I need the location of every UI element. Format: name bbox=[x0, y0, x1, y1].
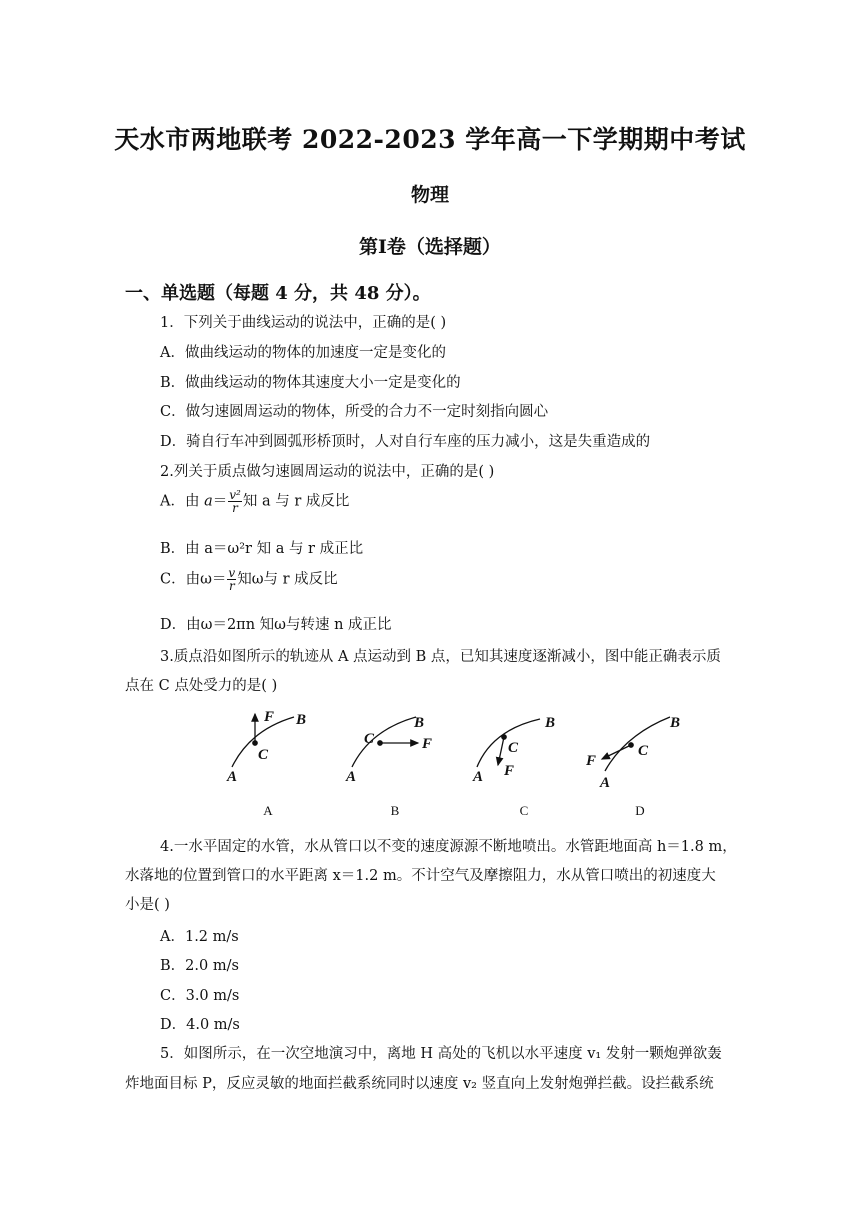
q2-c-prefix: C．由ω＝ bbox=[160, 571, 227, 588]
q2-option-a bbox=[160, 489, 349, 514]
q1-option-c: C．做匀速圆周运动的物体，所受的合力不一定时刻指向圆心 bbox=[160, 404, 549, 420]
part-title: 第Ⅰ卷（选择题） bbox=[359, 236, 501, 258]
panel-d-force-arrow bbox=[602, 745, 631, 759]
q4-option-c: C．3.0 m/s bbox=[160, 988, 240, 1004]
panel-c-label-f: F bbox=[504, 763, 515, 779]
q2-a-fraction bbox=[228, 489, 242, 514]
q4-stem-line2: 水落地的位置到管口的水平距离 x＝1.2 m。不计空气及摩擦阻力，水从管口喷出的初速度大 bbox=[125, 868, 716, 884]
q2-a-eq: ＝ bbox=[212, 493, 228, 510]
panel-a-caption: A bbox=[263, 803, 273, 818]
panel-b-diagram bbox=[352, 717, 418, 767]
q2-c-suffix: 知ω与 r 成反比 bbox=[237, 571, 338, 588]
q2-a-prefix: A．由 bbox=[160, 493, 205, 510]
q4-option-a: A．1.2 m/s bbox=[160, 929, 239, 945]
panel-c-force-arrow bbox=[498, 737, 504, 765]
q2-c-fraction bbox=[227, 567, 236, 592]
panel-a-label-a: A bbox=[227, 769, 238, 785]
panel-d-caption: D bbox=[635, 803, 645, 818]
q4-stem-line3: 小是( ) bbox=[125, 897, 170, 913]
q4-option-b: B．2.0 m/s bbox=[160, 958, 239, 974]
panel-c-caption: C bbox=[519, 803, 529, 818]
panel-b-label-c: C bbox=[364, 731, 375, 747]
q2-option-d: D．由ω＝2πn 知ω与转速 n 成正比 bbox=[160, 617, 392, 633]
q3-figure-svg bbox=[220, 705, 700, 820]
q3-figure bbox=[220, 705, 700, 820]
q4-option-d: D．4.0 m/s bbox=[160, 1017, 240, 1033]
panel-b-trajectory bbox=[352, 717, 416, 767]
q3-stem-line1: 3.质点沿如图所示的轨迹从 A 点运动到 B 点，已知其速度逐渐减小，图中能正确表示质 bbox=[160, 649, 721, 665]
panel-d-label-f: F bbox=[586, 753, 597, 769]
panel-c-label-c: C bbox=[508, 740, 519, 756]
panel-d-label-c: C bbox=[638, 743, 649, 759]
q4-stem-line1: 4.一水平固定的水管，水从管口以不变的速度源源不断地喷出。水管距地面高 h＝1.8 m， bbox=[160, 839, 737, 855]
q2-option-c bbox=[160, 567, 338, 592]
q3-stem-line2: 点在 C 点处受力的是( ) bbox=[125, 678, 278, 694]
panel-b-caption: B bbox=[390, 803, 400, 818]
q5-stem-line2: 炸地面目标 P，反应灵敏的地面拦截系统同时以速度 v₂ 竖直向上发射炮弹拦截。设拦截系统 bbox=[125, 1076, 714, 1092]
q2-c-denominator: r bbox=[228, 579, 235, 593]
panel-d-label-b: B bbox=[670, 715, 681, 731]
panel-b-label-f: F bbox=[422, 736, 433, 752]
q5-stem-line1: 5．如图所示，在一次空地演习中，离地 H 高处的飞机以水平速度 v₁ 发射一颗炮弹欲轰 bbox=[160, 1046, 722, 1062]
panel-b-label-b: B bbox=[414, 715, 425, 731]
q2-stem: 2.列关于质点做匀速圆周运动的说法中，正确的是( ) bbox=[160, 464, 495, 480]
panel-c-label-b: B bbox=[545, 715, 556, 731]
subject-title: 物理 bbox=[410, 184, 449, 206]
q1-option-b: B．做曲线运动的物体其速度大小一定是变化的 bbox=[160, 375, 461, 391]
q2-a-suffix: 知 a 与 r 成反比 bbox=[242, 493, 350, 510]
q1-option-d: D．骑自行车冲到圆弧形桥顶时，人对自行车座的压力减小，这是失重造成的 bbox=[160, 434, 651, 450]
q2-option-b: B．由 a＝ω²r 知 a 与 r 成正比 bbox=[160, 541, 364, 557]
panel-d-diagram bbox=[602, 717, 670, 771]
q1-stem: 1．下列关于曲线运动的说法中，正确的是( ) bbox=[160, 315, 447, 331]
panel-d-label-a: A bbox=[600, 775, 611, 791]
q2-c-numerator: v bbox=[228, 566, 236, 580]
q2-a-numerator: v² bbox=[229, 488, 241, 502]
panel-a-label-b: B bbox=[296, 712, 307, 728]
panel-a-label-f: F bbox=[264, 709, 275, 725]
q2-a-var: a bbox=[204, 493, 213, 510]
q1-option-a: A．做曲线运动的物体的加速度一定是变化的 bbox=[160, 345, 446, 361]
exam-title: 天水市两地联考 2022-2023 学年高一下学期期中考试 bbox=[114, 125, 746, 154]
panel-b-label-a: A bbox=[346, 769, 357, 785]
panel-c-label-a: A bbox=[473, 769, 484, 785]
section-heading: 一、单选题（每题 4 分，共 48 分）。 bbox=[125, 283, 431, 304]
q2-a-denominator: r bbox=[232, 501, 238, 515]
panel-a-label-c: C bbox=[258, 747, 269, 763]
